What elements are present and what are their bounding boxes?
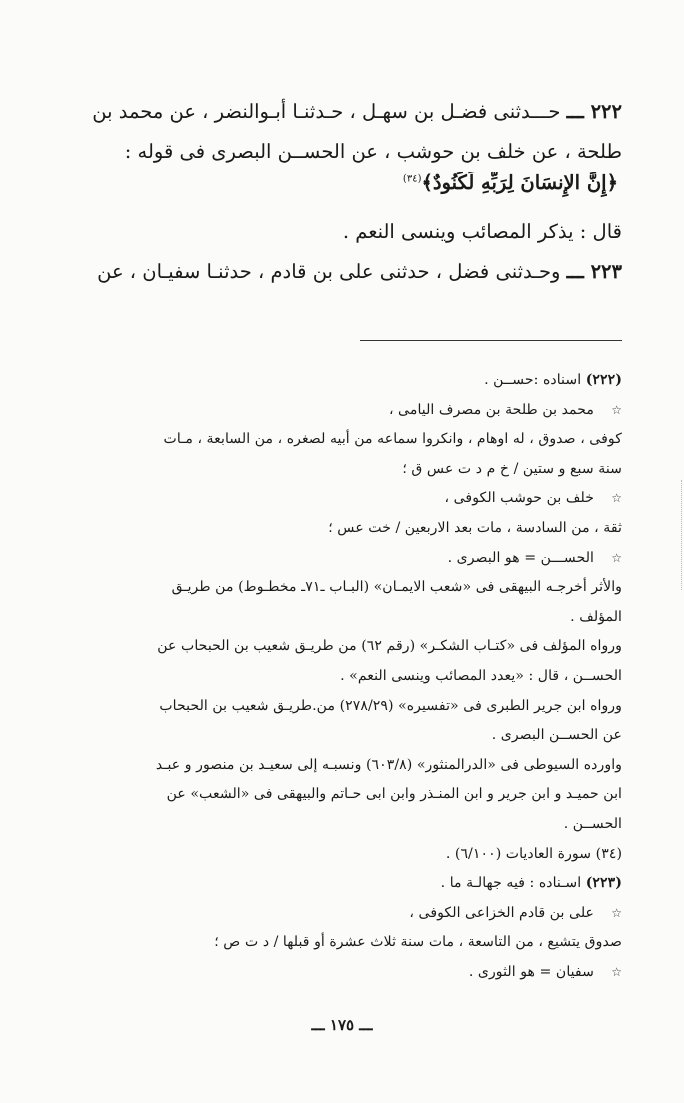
note-222-heading [74,366,622,396]
star-icon: ☆ [611,964,622,979]
hadith-222-line-3: قال : يذكر المصائب وينسى النعم . [342,220,622,243]
hadith-223-number: ٢٢٣ ـــ [566,260,622,283]
source-4-line-2: ابن حميـد و ابن جرير و ابن المنـذر وابن ابى حـاتم والبيهقى فى «الشعب» عن [166,786,622,803]
source-1-line-2: المؤلف . [570,608,622,625]
source-2-line-2: الحســن ، قال : «يعدد المصائب وينسى النعم» . [340,667,622,684]
narrator-4-detail-1: صدوق يتشيع ، من التاسعة ، مات سنة ثلاث عشرة أو قبلها / د ت ص ؛ [214,934,622,951]
source-3-line-1: ورواه ابن جرير الطبرى فى «تفسيره» (٢٧٨/٢٩) من.طريـق شعيب بن الحبحاب [159,697,622,714]
narrator-1-name: محمد بن طلحة بن مصرف اليامى ، [388,401,594,418]
hadith-223-line-1 [74,252,622,292]
hadith-222-number: ٢٢٢ ـــ [566,100,622,123]
source-1-line-1: والأثر أخرجـه البيهقى فى «شعب الايمـان» (البـاب ـ٧١ـ مخطـوط) من طريـق [171,579,622,596]
hadith-222-line-1 [74,92,622,132]
note-222-label: (٢٢٢) [585,372,622,388]
star-icon: ☆ [611,402,622,417]
narrator-3-name: الحســـن = هو البصرى . [447,549,594,566]
note-34-text: سورة العاديات (٦/١٠٠) . [445,845,592,862]
narrator-4-name: على بن قادم الخزاعى الكوفى ، [409,904,594,921]
narrator-5 [74,958,622,988]
verse-text: ﴿إِنَّ الإِنسَانَ لِرَبِّهِ لَكَنُودٌ﴾ [421,172,618,194]
page-number: ـــ ١٧٥ ـــ [311,1016,373,1034]
narrator-5-name: سفيان = هو الثورى . [468,963,594,980]
note-223-text: اسـناده : فيه جهالـة ما . [440,875,582,892]
main-text [74,92,622,292]
narrator-1 [74,396,622,426]
note-34 [74,840,622,870]
scan-margin-mark [675,480,682,590]
narrator-1-detail-2: سنة سبع و ستين / خ م د ت عس ق ؛ [402,460,622,477]
source-2-line-1: ورواه المؤلف فى «كتـاب الشكـر» (رقم ٦٢) من طريـق شعيب بن الحبحاب عن [157,638,622,655]
source-3-line-2: عن الحســن البصرى . [491,727,622,744]
note-223-label: (٢٢٣) [585,875,622,892]
verse-footnote-ref: (٣٤) [402,173,422,185]
star-icon: ☆ [611,905,622,920]
narrator-3 [74,544,622,574]
narrator-2-name: خلف بن حوشب الكوفى ، [444,490,594,507]
narrator-2-detail-1: ثقة ، من السادسة ، مات بعد الاربعين / خت عس ؛ [328,519,622,536]
note-222-text: اسناده :حســن . [484,372,582,388]
hadith-222-line-2: طلحة ، عن خلف بن حوشب ، عن الحســن البصرى فى قوله : [124,140,622,163]
note-223-heading [74,869,622,899]
narrator-4 [74,899,622,929]
narrator-2 [74,484,622,514]
quran-verse [74,172,622,212]
note-34-label: (٣٤) [595,845,622,862]
source-4-line-3: الحســن . [563,815,622,832]
footnote-divider [360,340,622,341]
source-4-line-1: واورده السيوطى فى «الدرالمنثور» (٦٠٣/٨) ونسبـه إلى سعيـد بن منصور و عبـد [155,756,622,773]
narrator-1-detail-1: كوفى ، صدوق ، له اوهام ، وانكروا سماعه من أبيه لصغره ، من السابعة ، مـات [163,431,622,448]
footnotes [74,366,622,987]
hadith-223-text-1: وحـدثنى فضل ، حدثنى على بن قادم ، حدثنـا سفيـان ، عن [97,260,561,283]
hadith-222-text-1: حـــدثنى فضـل بن سهـل ، حـدثنـا أبـوالنضر ، عن محمد بن [92,100,561,123]
star-icon: ☆ [611,491,622,506]
star-icon: ☆ [611,550,622,565]
